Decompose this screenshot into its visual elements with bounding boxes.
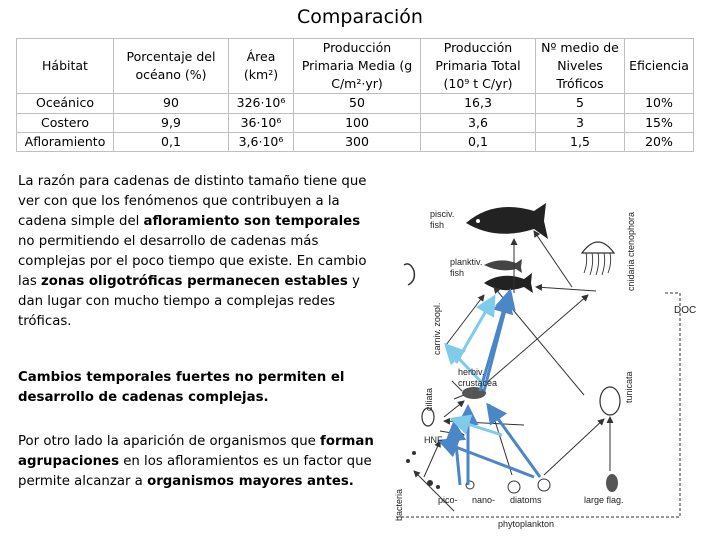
cell-produccion-media: 50 bbox=[294, 94, 421, 113]
phytoplankton-icons bbox=[406, 451, 618, 493]
label-pisciv: pisciv. bbox=[430, 209, 455, 219]
label-crustacea: crustacea bbox=[458, 378, 498, 388]
label-carniv-zoopl: carniv. zoopl. bbox=[432, 302, 442, 355]
tunicate-icon bbox=[600, 387, 620, 415]
cell-eficiencia: 20% bbox=[625, 132, 694, 151]
cell-porcentaje: 9,9 bbox=[114, 113, 229, 132]
cell-area: 3,6·10⁶ bbox=[229, 132, 294, 151]
header-area: Área (km²) bbox=[229, 39, 294, 94]
header-eficiencia: Eficiencia bbox=[625, 39, 694, 94]
label-fish-2: fish bbox=[450, 268, 465, 278]
cell-porcentaje: 90 bbox=[114, 94, 229, 113]
label-herbiv: herbiv. bbox=[458, 367, 485, 377]
cell-produccion-media: 100 bbox=[294, 113, 421, 132]
paragraph-chain-reason: La razón para cadenas de distinto tamaño tiene que ver con que los fenómenos que contribuyen a la cadena simple del afloramiento son temporales no permitiendo el desarrollo de cadenas más complejas por el poco tiempo que existe. En cambio las zonas oligotróficas permanecen estables y dan lugar con mucho tiempo a complejas redes tróficas. bbox=[18, 174, 367, 329]
header-produccion-total: Producción Primaria Total (10⁹ t C/yr) bbox=[421, 39, 536, 94]
jellyfish-icon bbox=[582, 242, 614, 275]
cell-produccion-total: 16,3 bbox=[421, 94, 536, 113]
cell-eficiencia: 10% bbox=[625, 94, 694, 113]
label-doc: DOC bbox=[674, 305, 697, 316]
table-header-row bbox=[17, 39, 694, 94]
label-pico: pico- bbox=[438, 495, 458, 505]
cell-niveles: 1,5 bbox=[536, 132, 625, 151]
cell-porcentaje: 0,1 bbox=[114, 132, 229, 151]
cell-produccion-media: 300 bbox=[294, 132, 421, 151]
label-phytoplankton: phytoplankton bbox=[498, 519, 555, 529]
food-web-diagram bbox=[384, 195, 718, 535]
label-bacteria: bacteria bbox=[394, 488, 404, 521]
cell-area: 36·10⁶ bbox=[229, 113, 294, 132]
planktivorous-fish-icon bbox=[484, 259, 533, 293]
cell-produccion-total: 0,1 bbox=[421, 132, 536, 151]
cell-eficiencia: 15% bbox=[625, 113, 694, 132]
page-title: Comparación bbox=[297, 6, 423, 28]
cell-habitat: Oceánico bbox=[17, 94, 114, 113]
cell-niveles: 3 bbox=[536, 113, 625, 132]
label-planktiv: planktiv. bbox=[450, 257, 483, 267]
cell-produccion-total: 3,6 bbox=[421, 113, 536, 132]
comparison-table bbox=[16, 38, 694, 152]
label-nano: nano- bbox=[472, 495, 496, 505]
table-row bbox=[17, 94, 694, 113]
header-habitat: Hábitat bbox=[17, 39, 114, 94]
table-row bbox=[17, 132, 694, 151]
label-ciliata: ciliata bbox=[424, 387, 434, 411]
cell-niveles: 5 bbox=[536, 94, 625, 113]
paragraph-aggregations: Por otro lado la aparición de organismos que forman agrupaciones en los afloramientos es un factor que permite alcanzar a organismos mayores antes. bbox=[18, 434, 374, 489]
label-tunicata: tunicata bbox=[624, 371, 634, 403]
label-diatoms: diatoms bbox=[510, 495, 542, 505]
cell-area: 326·10⁶ bbox=[229, 94, 294, 113]
header-niveles-troficos: Nº medio de Niveles Tróficos bbox=[536, 39, 625, 94]
label-fish-1: fish bbox=[430, 220, 445, 230]
label-large-flag: large flag. bbox=[584, 495, 624, 505]
highlight-arrows-dark bbox=[440, 291, 540, 485]
cell-habitat: Costero bbox=[17, 113, 114, 132]
table-row bbox=[17, 113, 694, 132]
label-ctenophora: cnidaria ctenophora bbox=[626, 211, 636, 291]
header-porcentaje: Porcentaje del océano (%) bbox=[114, 39, 229, 94]
header-produccion-media: Producción Primaria Media (g C/m²·yr) bbox=[294, 39, 421, 94]
label-hnf: HNF bbox=[424, 435, 443, 445]
krill-icon bbox=[404, 264, 414, 285]
cell-habitat: Afloramiento bbox=[17, 132, 114, 151]
paragraph-temporal-changes: Cambios temporales fuertes no permiten el desarrollo de cadenas complejas. bbox=[18, 370, 345, 405]
